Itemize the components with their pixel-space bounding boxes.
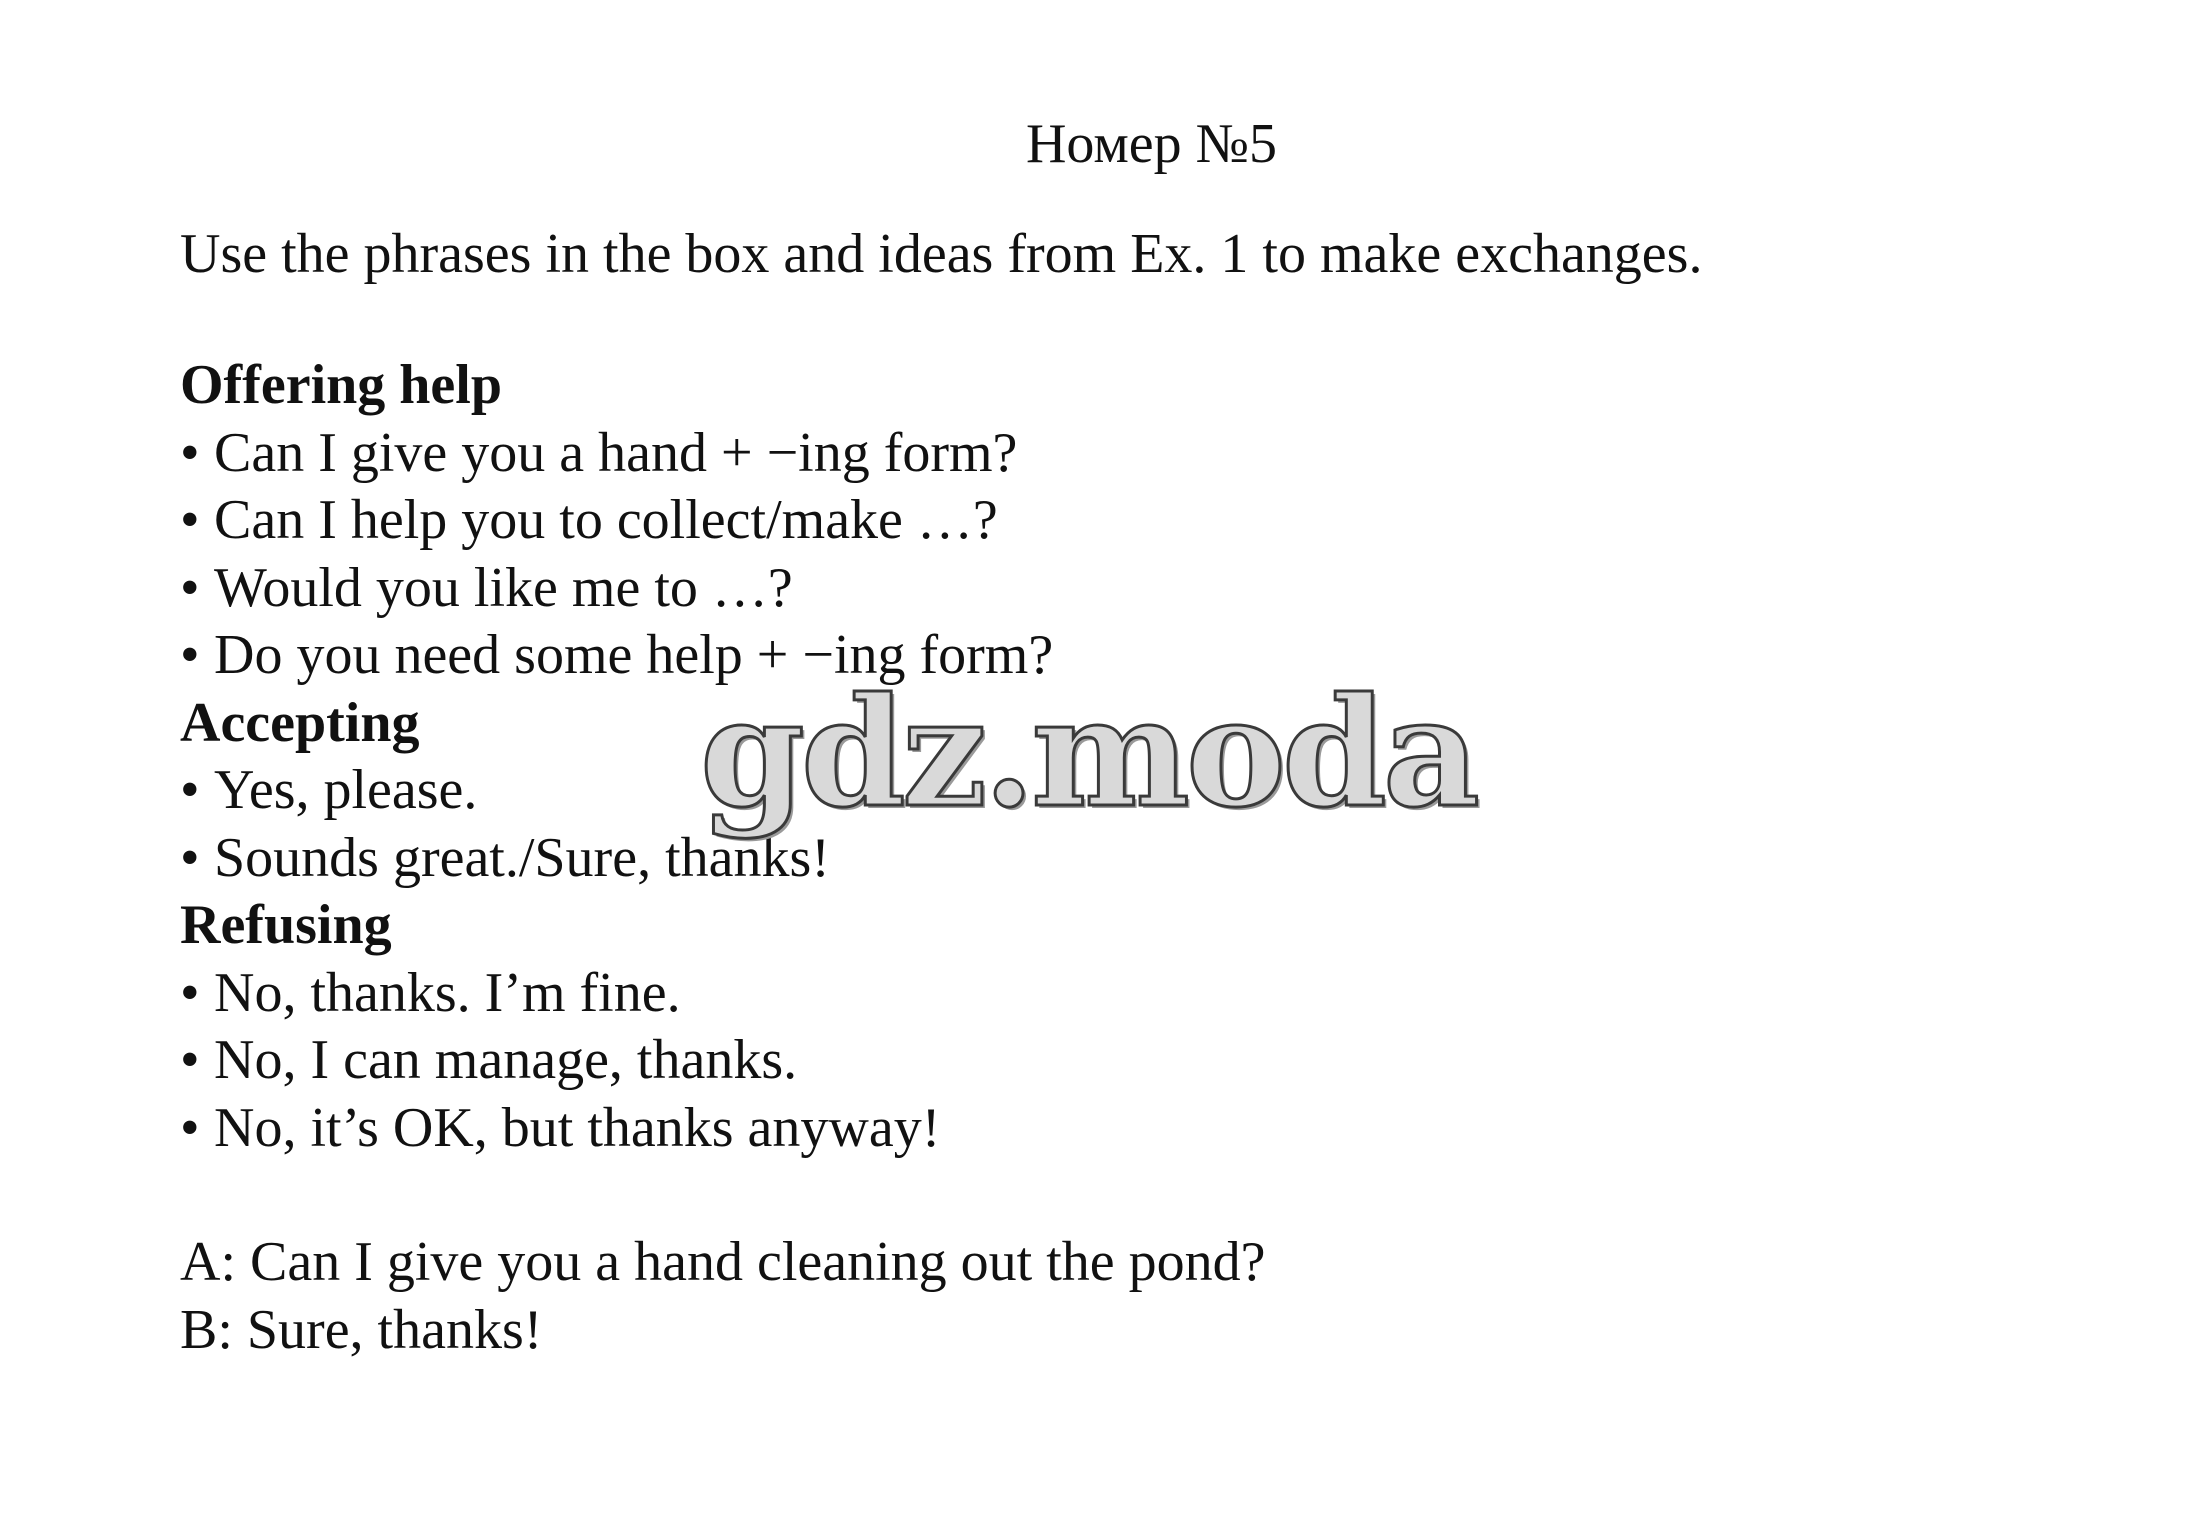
list-item: [180, 960, 1053, 1028]
page-title: Номер №5: [1025, 113, 1278, 175]
dialogue-line-b: B: Sure, thanks!: [180, 1299, 543, 1361]
section-heading-offering-help: Offering help: [180, 354, 502, 416]
phrase-text: Can I give you a hand + −ing form?: [214, 421, 1018, 484]
phrase-text: Do you need some help + −ing form?: [214, 624, 1054, 686]
phrase-text: Can I help you to collect/make …?: [214, 489, 998, 551]
list-item: [180, 487, 1053, 555]
section-heading-refusing: Refusing: [180, 894, 392, 956]
list-item: [180, 825, 1053, 893]
example-dialogue: [180, 1228, 1266, 1364]
bullet: •: [180, 759, 200, 821]
phrase-text: Yes, please.: [214, 759, 478, 821]
watermark-logo: gdz.moda: [700, 665, 1477, 841]
list-item: [180, 757, 1053, 825]
bullet: •: [180, 556, 200, 619]
task-instruction: Use the phrases in the box and ideas from Ex. 1 to make exchanges.: [180, 223, 1703, 285]
dialogue-line-a: A: Can I give you a hand cleaning out the pond?: [180, 1231, 1266, 1293]
bullet: •: [180, 1096, 200, 1159]
section-heading-accepting: Accepting: [180, 691, 420, 754]
bullet: •: [180, 624, 200, 686]
phrase-box: [180, 352, 1053, 1162]
list-item: [180, 622, 1053, 690]
phrase-text: Would you like me to …?: [214, 556, 793, 619]
bullet: •: [180, 826, 200, 889]
list-item: [180, 1095, 1053, 1163]
list-item: [180, 555, 1053, 623]
phrase-text: Sounds great./Sure, thanks!: [214, 826, 830, 889]
list-item: [180, 1027, 1053, 1095]
bullet: •: [180, 1029, 200, 1091]
phrase-text: No, thanks. I’m fine.: [214, 961, 681, 1024]
phrase-text: No, it’s OK, but thanks anyway!: [214, 1096, 941, 1159]
list-item: [180, 420, 1053, 488]
bullet: •: [180, 489, 200, 551]
bullet: •: [180, 961, 200, 1024]
phrase-text: No, I can manage, thanks.: [214, 1029, 798, 1091]
bullet: •: [180, 421, 200, 484]
